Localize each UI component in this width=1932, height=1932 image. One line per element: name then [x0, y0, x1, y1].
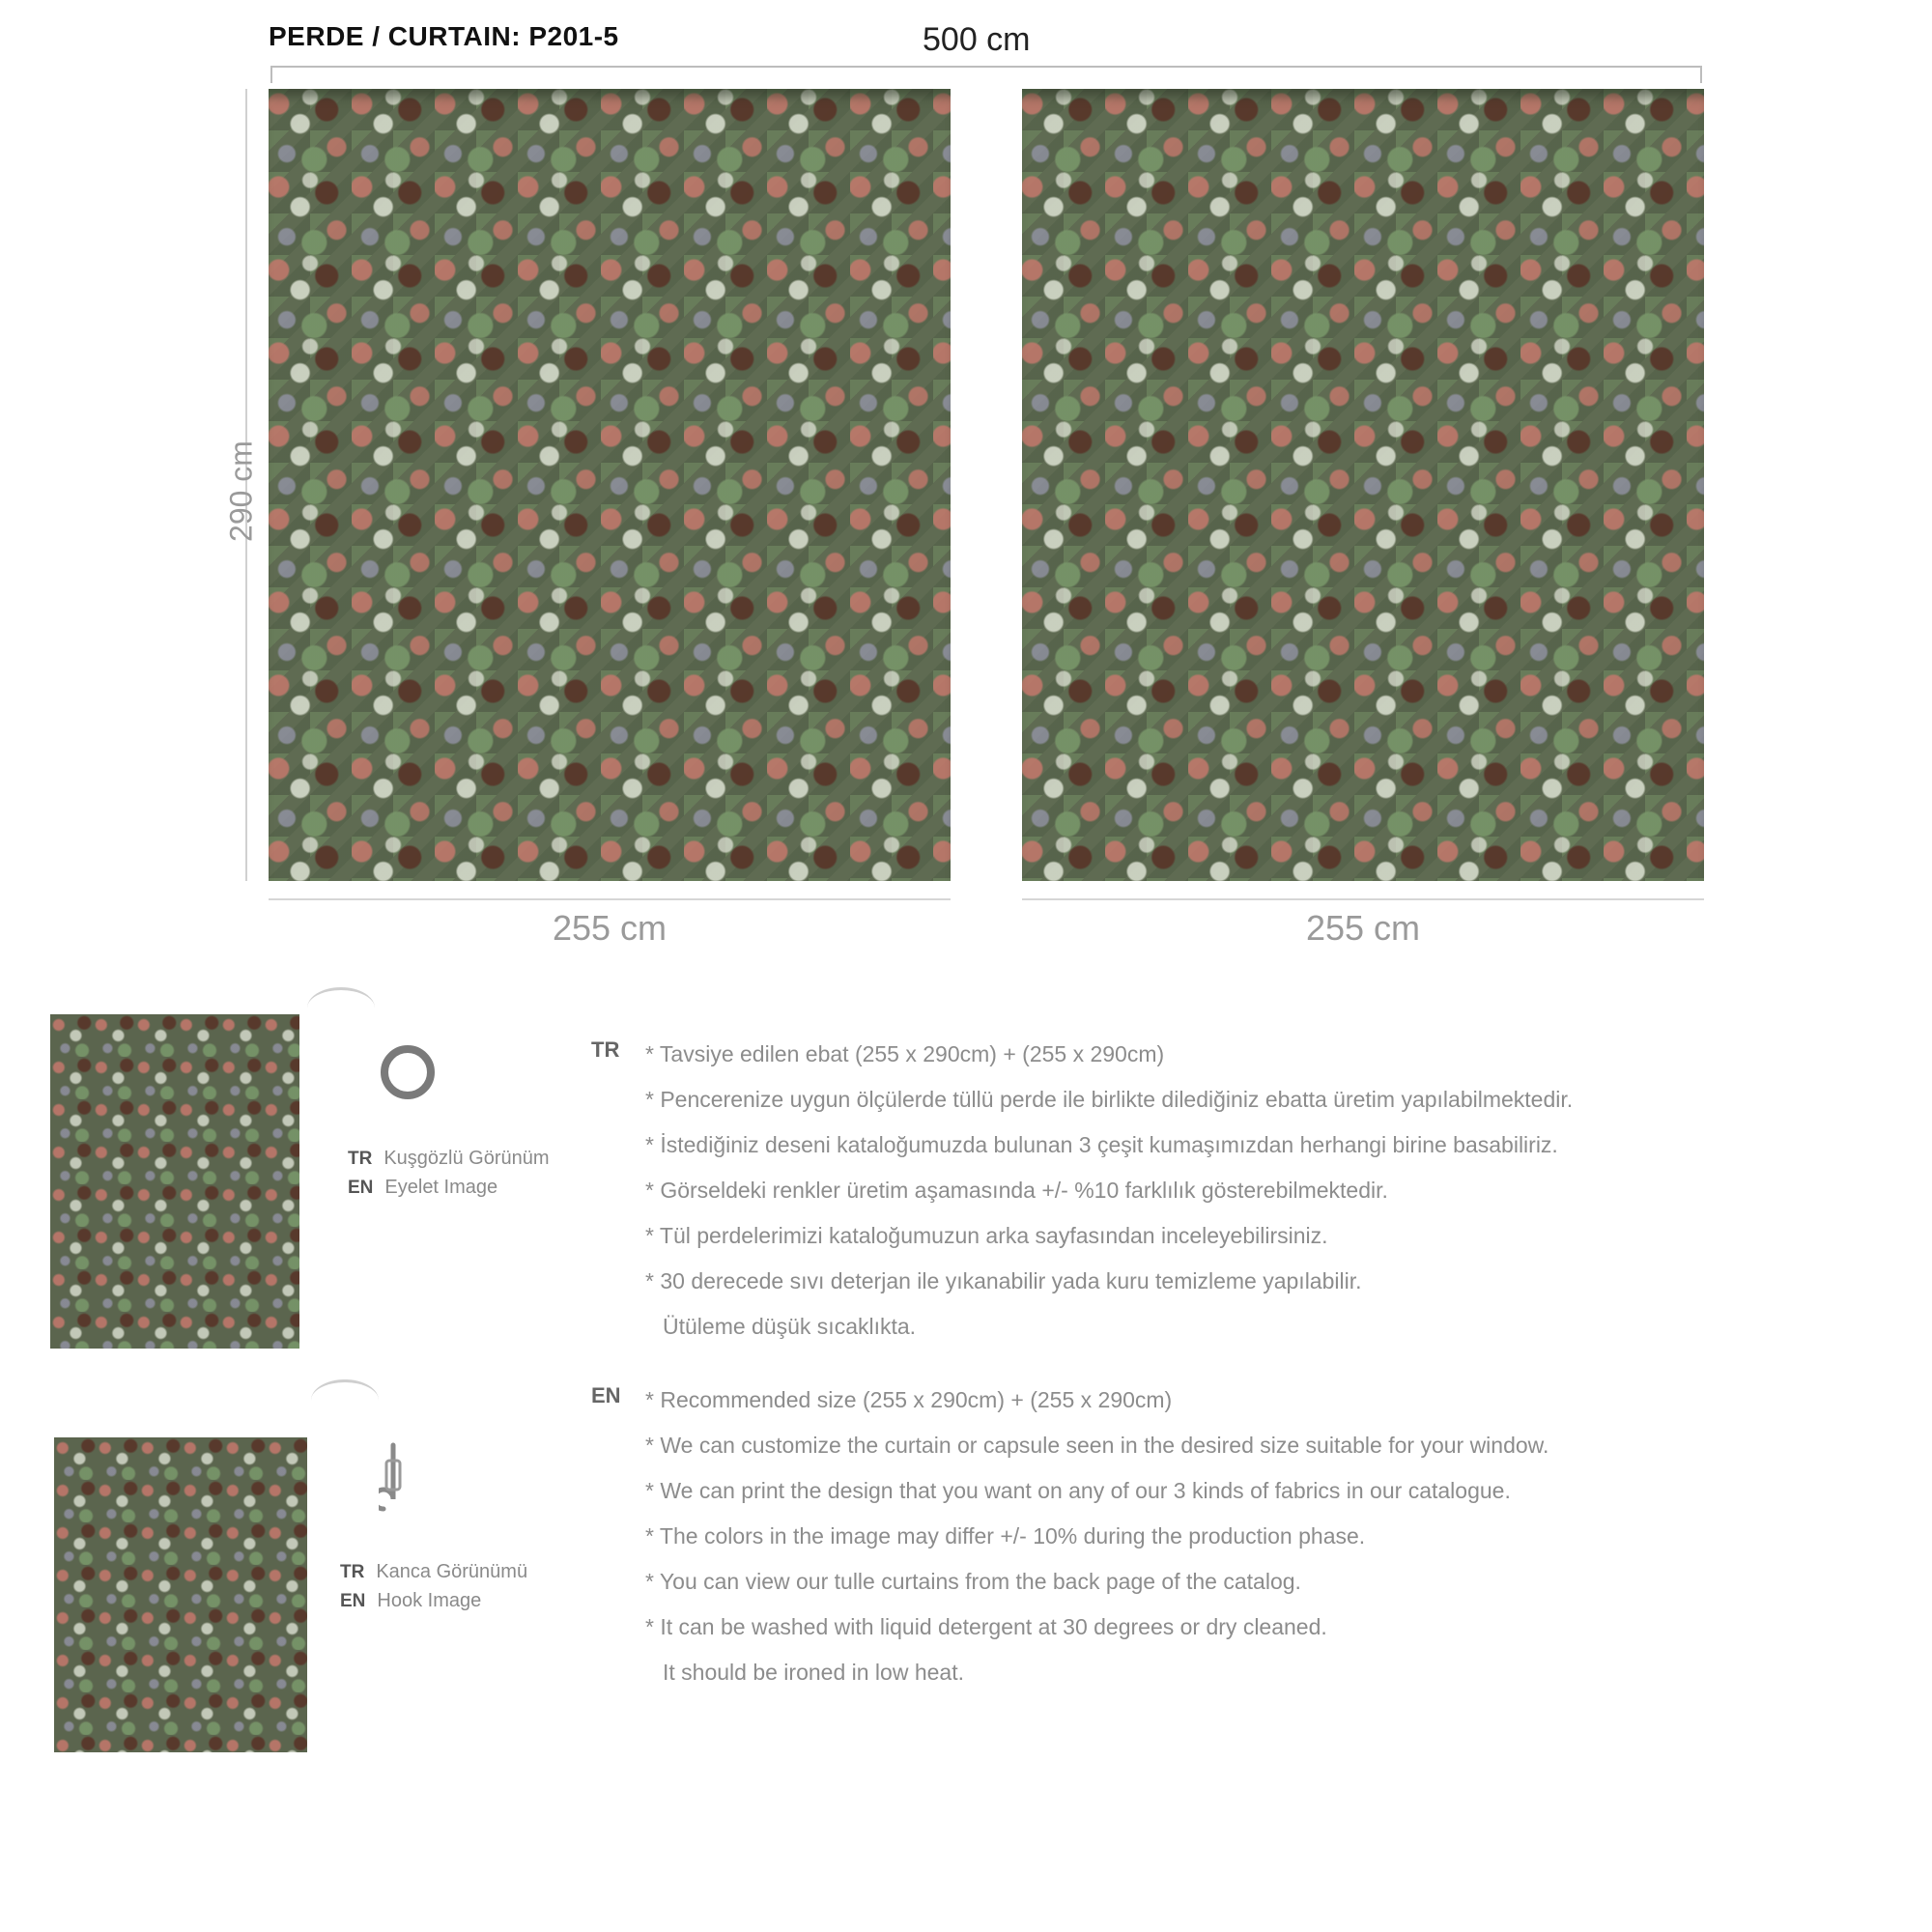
hook-label-tr — [340, 1561, 527, 1583]
left-panel-dimension-line — [269, 898, 951, 900]
height-label: 290 cm — [223, 440, 259, 542]
swatch-arc-decoration — [307, 987, 375, 1029]
lang-tag-en: EN — [348, 1178, 374, 1198]
note-en-line: It should be ironed in low heat. — [663, 1660, 964, 1685]
notes-tr-heading: TR — [591, 1037, 620, 1062]
eyelet-swatch-image — [50, 1014, 299, 1349]
right-panel-width-label: 255 cm — [1305, 908, 1421, 948]
eyelet-label-tr — [348, 1148, 550, 1170]
dimension-tick-right — [1700, 66, 1702, 83]
swatch-arc-decoration — [311, 1379, 379, 1421]
lang-tag-tr: TR — [340, 1562, 365, 1582]
total-width-dimension-line — [270, 66, 1702, 68]
hook-icon — [379, 1441, 408, 1538]
note-tr-line: * Tavsiye edilen ebat (255 x 290cm) + (255 x 290cm) — [645, 1041, 1165, 1066]
right-panel-dimension-line — [1022, 898, 1704, 900]
dimension-tick-left — [270, 66, 272, 83]
note-en-line: * We can print the design that you want on any of our 3 kinds of fabrics in our catalogue. — [645, 1478, 1511, 1503]
note-en-line: * Recommended size (255 x 290cm) + (255 x 290cm) — [645, 1387, 1173, 1412]
eyelet-label-tr-text: Kuşgözlü Görünüm — [384, 1148, 550, 1169]
lang-tag-tr: TR — [348, 1149, 373, 1169]
page-title: PERDE / CURTAIN: P201-5 — [269, 21, 619, 51]
total-width-label: 500 cm — [923, 21, 1031, 58]
note-tr-line: * İstediğiniz deseni kataloğumuzda bulunan 3 çeşit kumaşımızdan herhangi birine basabiliriz. — [645, 1132, 1558, 1157]
note-en-line: * We can customize the curtain or capsule seen in the desired size suitable for your window. — [645, 1433, 1549, 1458]
left-panel-width-label: 255 cm — [552, 908, 668, 948]
note-en-line: * You can view our tulle curtains from the back page of the catalog. — [645, 1569, 1301, 1594]
hook-label-tr-text: Kanca Görünümü — [376, 1561, 528, 1582]
notes-tr-list — [645, 1032, 1573, 1350]
note-tr-line: * Pencerenize uygun ölçülerde tüllü perde ile birlikte dilediğiniz ebatta üretim yapılabilmektedir. — [645, 1087, 1574, 1112]
curtain-panel-left — [269, 89, 951, 881]
hook-label-en-text: Hook Image — [377, 1590, 482, 1611]
lang-tag-en: EN — [340, 1591, 366, 1611]
notes-en-list — [645, 1378, 1548, 1695]
eyelet-label-en — [348, 1177, 497, 1199]
ring-icon — [381, 1045, 435, 1099]
note-tr-line: Ütüleme düşük sıcaklıkta. — [663, 1314, 917, 1339]
note-tr-line: * Görseldeki renkler üretim aşamasında +/- %10 farklılık gösterebilmektedir. — [645, 1178, 1388, 1203]
notes-en-heading: EN — [591, 1383, 621, 1407]
note-en-line: * It can be washed with liquid detergent at 30 degrees or dry cleaned. — [645, 1614, 1327, 1639]
hook-swatch-image — [54, 1437, 307, 1752]
note-tr-line: * Tül perdelerimizi kataloğumuzun arka sayfasından inceleyebilirsiniz. — [645, 1223, 1328, 1248]
note-tr-line: * 30 derecede sıvı deterjan ile yıkanabilir yada kuru temizleme yapılabilir. — [645, 1268, 1362, 1293]
eyelet-label-en-text: Eyelet Image — [384, 1177, 498, 1198]
note-en-line: * The colors in the image may differ +/- 10% during the production phase. — [645, 1523, 1366, 1548]
curtain-panel-right — [1022, 89, 1704, 881]
hook-label-en — [340, 1590, 481, 1612]
